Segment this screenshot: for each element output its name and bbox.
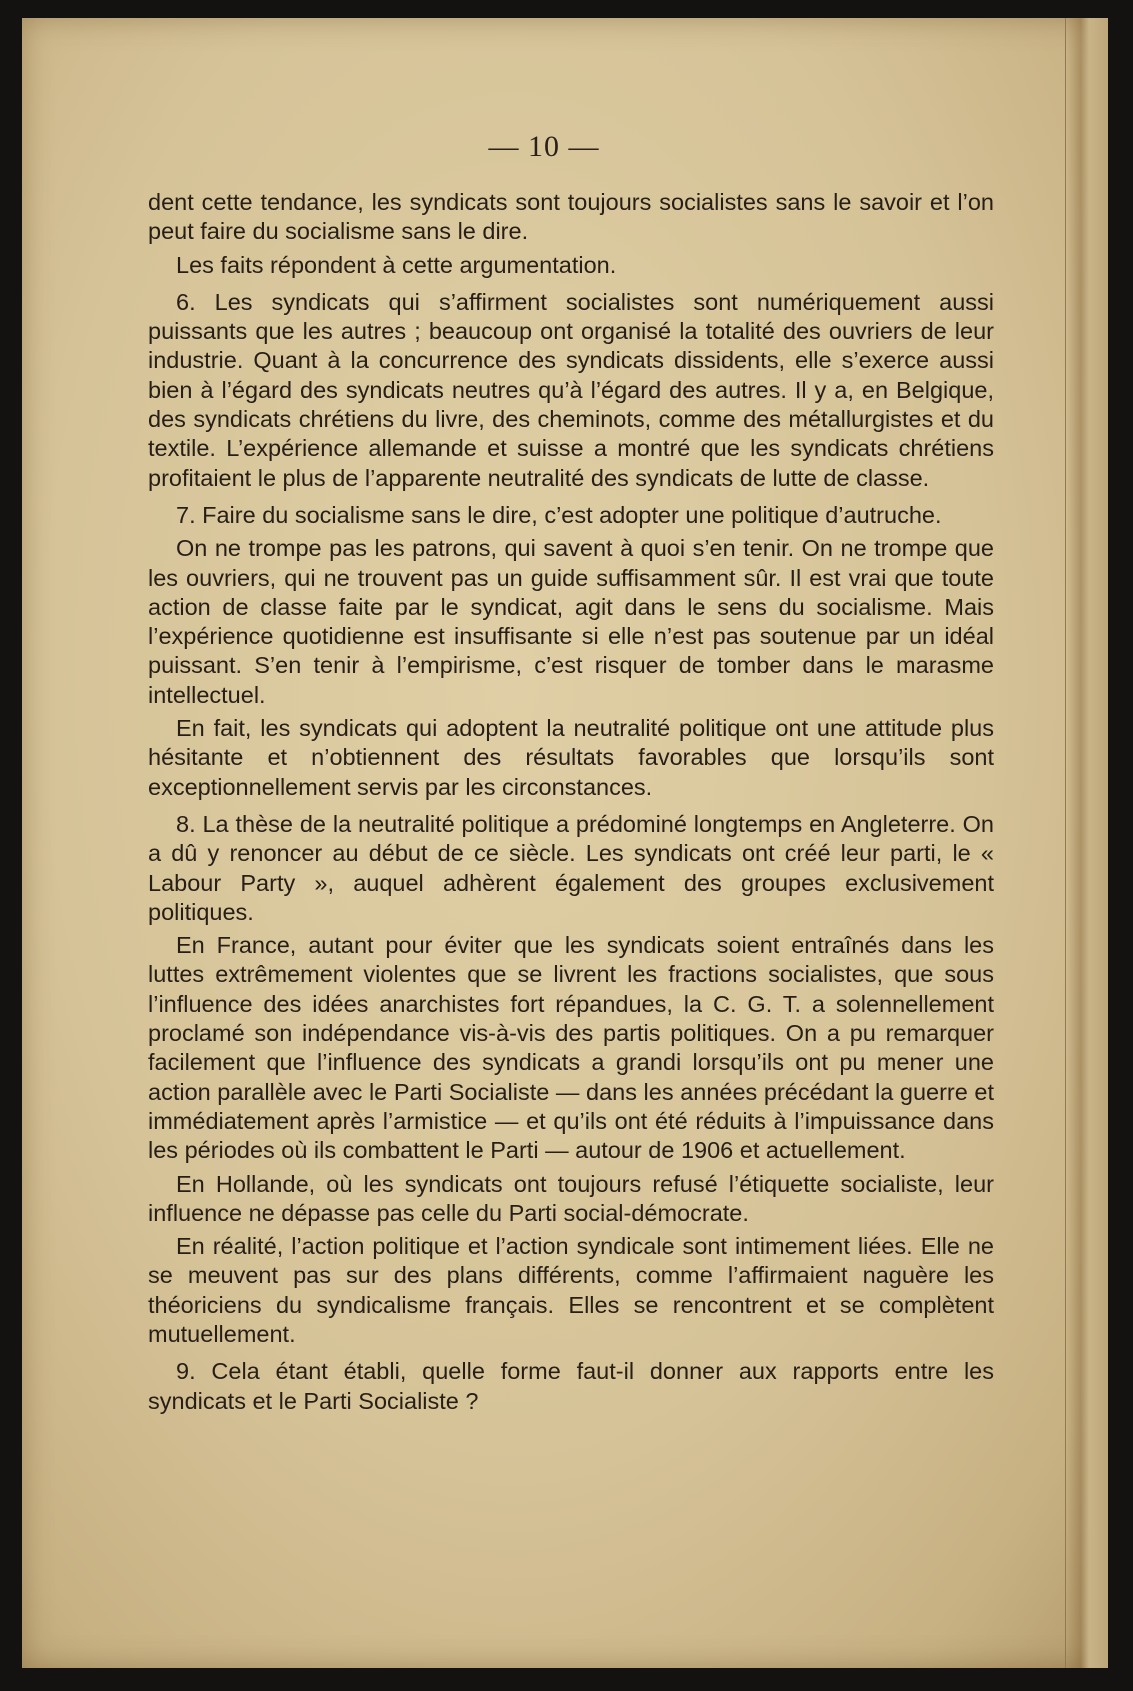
paragraph-continuation: dent cette tendance, les syndicats sont toujours socialistes sans le savoir et l’on peut faire du socialisme sans le dire. — [148, 189, 994, 245]
paragraph-point-6: 6. Les syndicats qui s’affirment socialistes sont numériquement aussi puissants que les autres ; beaucoup ont organisé la totalité des ouvriers de leur industrie. Quant à la concurrence des syndicats dissidents, elle s’exerce aussi bien à l’égard des syndicats neutres qu’à l’égard des autres. Il y a, en Belgique, des syndicats chrétiens du livre, des cheminots, comme des métallurgistes et du textile. L’expérience allemande et suisse a montré que les syndicats chrétiens profitaient le plus de l’apparente neutralité des syndicats de lutte de classe. — [148, 288, 994, 491]
book-page — [22, 18, 1108, 1668]
paragraph: En Hollande, où les syndicats ont toujours refusé l’étiquette socialiste, leur influence ne dépasse pas celle du Parti social-démocrate. — [148, 1170, 994, 1226]
page-number: — 10 — — [488, 130, 600, 163]
body-text — [148, 188, 994, 1420]
paragraph: On ne trompe pas les patrons, qui savent à quoi s’en tenir. On ne trompe que les ouvriers, qui ne trouvent pas un guide suffisamment sûr. Il est vrai que toute action de classe faite par le syndicat, agit dans le sens du socialisme. Mais l’expérience quotidienne est insuffisante si elle n’est pas soutenue par un idéal puissant. S’en tenir à l’empirisme, c’est risquer de tomber dans le marasme intellectuel. — [148, 535, 994, 708]
paragraph-point-7: 7. Faire du socialisme sans le dire, c’est adopter une politique d’autruche. — [176, 501, 942, 528]
paragraph-point-8: 8. La thèse de la neutralité politique a prédominé longtemps en Angleterre. On a dû y renoncer au début de ce siècle. Les syndicats ont créé leur parti, le « Labour Party », auquel adhèrent également des groupes exclusivement politiques. — [148, 810, 994, 925]
paragraph: Les faits répondent à cette argumentation. — [176, 251, 617, 278]
paragraph: En réalité, l’action politique et l’action syndicale sont intimement liées. Elle ne se meuvent pas sur des plans différents, comme l’affirmaient naguère les théoriciens du syndicalisme français. Elles se rencontrent et se complètent mutuellement. — [148, 1233, 994, 1347]
paragraph: En France, autant pour éviter que les syndicats soient entraînés dans les luttes extrêmement violentes que se livrent les fractions socialistes, que sous l’influence des idées anarchistes fort répandues, la C. G. T. a solennellement proclamé son indépendance vis-à-vis des partis politiques. On a pu remarquer facilement que l’influence des syndicats a grandi lorsqu’ils ont pu mener une action parallèle avec le Parti Socialiste — dans les années précédant la guerre et immédiatement après l’armistice — et qu’ils ont été réduits à l’impuissance dans les périodes où ils combattent le Parti — autour de 1906 et actuellement. — [148, 932, 994, 1164]
page-edge — [1065, 18, 1108, 1668]
paragraph-point-9: 9. Cela étant établi, quelle forme faut-il donner aux rapports entre les syndicats et le Parti Socialiste ? — [148, 1358, 994, 1414]
paragraph: En fait, les syndicats qui adoptent la neutralité politique ont une attitude plus hésitante et n’obtiennent des résultats favorables que lorsqu’ils sont exceptionnellement servis par les circonstances. — [148, 715, 994, 800]
